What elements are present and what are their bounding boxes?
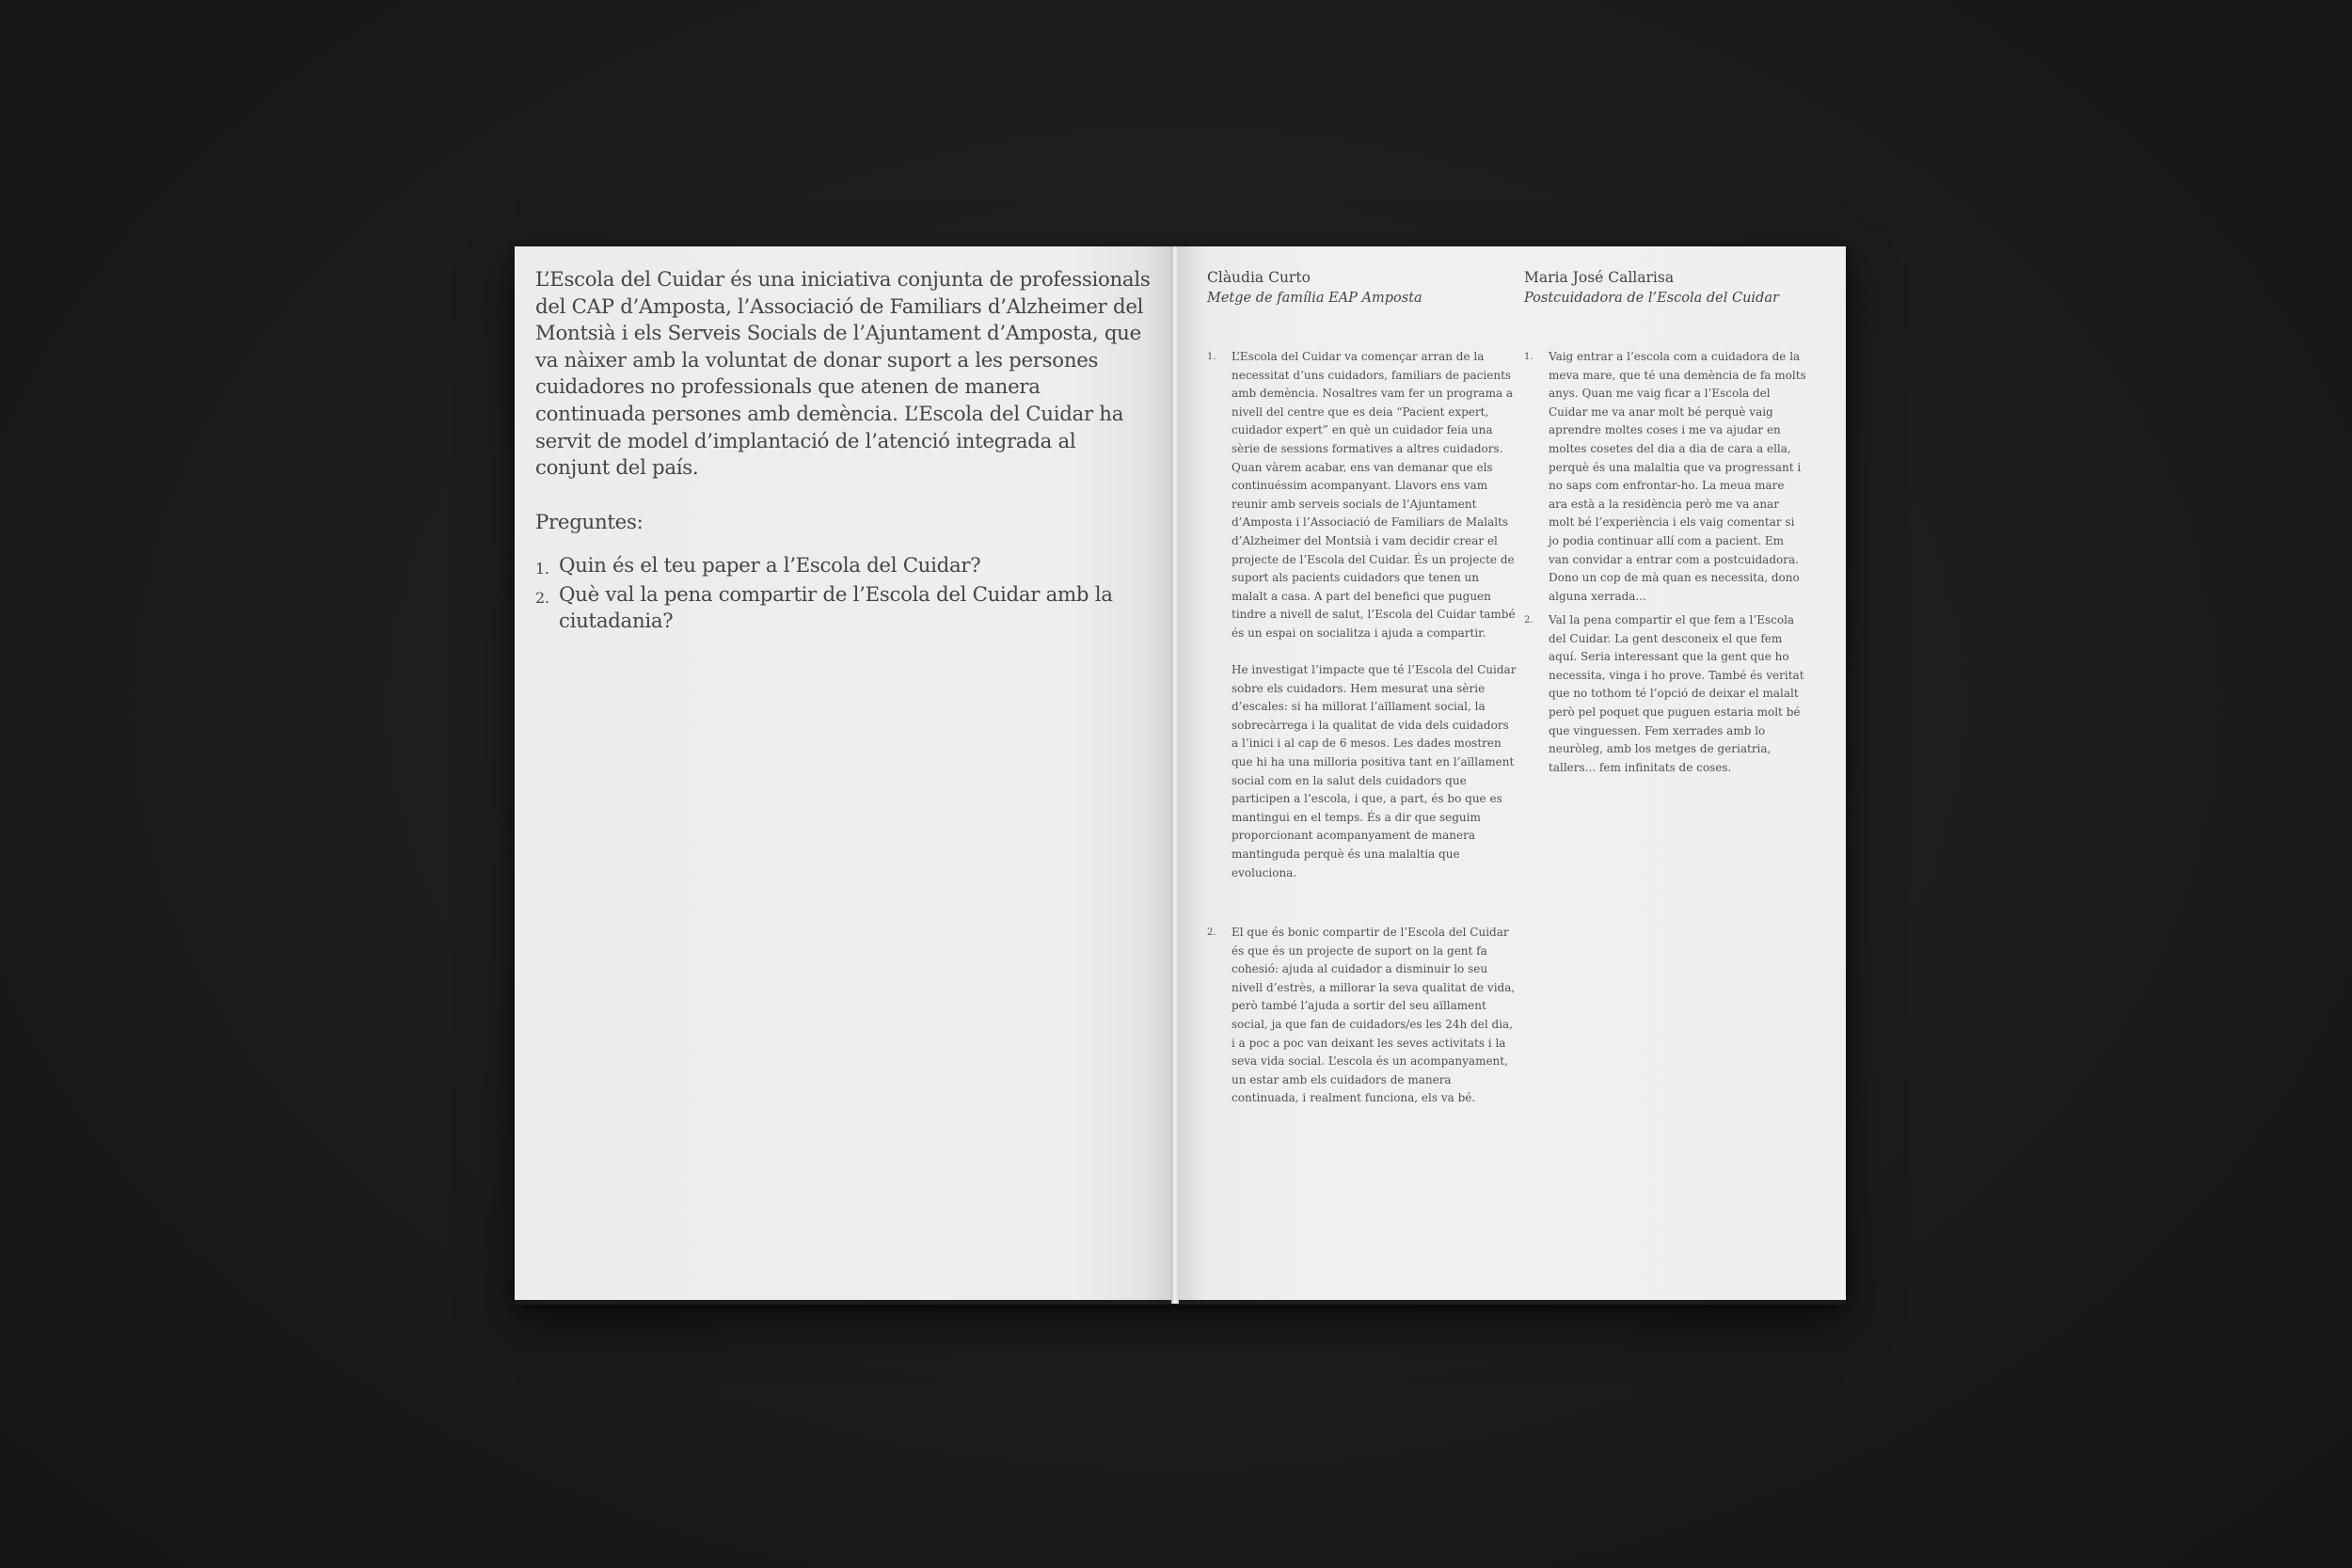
intro-paragraph: L’Escola del Cuidar és una iniciativa conjunta de professionals del CAP d’Amposta, l’Associació de Familiars d’Alzheimer del Montsià i els Serveis Socials de l’Ajuntament d’Amposta, que va nàixer amb la voluntat de donar suport a les persones cuidadores no professionals que atenen de manera continuada persones amb demència. L’Escola del Cuidar ha servit de model d’implantació de l’atenció integrada al conjunt del país. (535, 268, 1151, 481)
answer-number: 2. (1524, 615, 1534, 626)
answer-number: 2. (1207, 927, 1216, 938)
answer-text (1549, 348, 1806, 606)
answer-text (1232, 348, 1518, 882)
question-text: Quin és el teu paper a l’Escola del Cuidar? (559, 553, 981, 578)
answer-2 (1207, 924, 1518, 1108)
answer-text (1232, 924, 1518, 1108)
answer-number: 1. (1207, 352, 1216, 362)
question-item (535, 582, 1154, 635)
left-page (515, 246, 1171, 1300)
answer-paragraph: Val la pena compartir el que fem a l’Escola del Cuidar. La gent desconeix el que fem aquí. Seria interessant que la gent que ho necessita, vinga i ho prove. També és veritat que no tothom té l’opció de deixar el malalt però pel poquet que puguen estaria molt bé que vinguessen. Fem xerrades amb lo neuròleg, amb los metges de geriatria, tallers... fem infinitats de coses. (1549, 613, 1804, 774)
interview-column-claudia (1207, 267, 1518, 1105)
answer-1 (1524, 348, 1806, 606)
question-number: 1. (535, 559, 549, 578)
answer-paragraph: He investigat l’impacte que té l’Escola del Cuidar sobre els cuidadors. Hem mesurat una sèrie d’escales: si ha millorat l’aïllament social, la sobrecàrrega i la qualitat de vida dels cuidadors a l’inici i al cap de 6 mesos. Les dades mostren que hi ha una milloria positiva tant en l’aïllament social com en la salut dels cuidadors que participen a l’escola, i que, a part, és bo que es mantingui en el temps. És a dir que seguim proporcionant acompanyament de manera mantinguda perquè és una malaltia que evoluciona. (1232, 663, 1517, 879)
answer-paragraph: El que és bonic compartir de l’Escola del Cuidar és que és un projecte de suport on la gent fa cohesió: ajuda al cuidador a disminuir lo seu nivell d’estrès, a millorar la seva qualitat de vida, però també l’ajuda a sortir del seu aïllament social, ja que fan de cuidadors/es les 24h del dia, i a poc a poc van deixant les seves activitats i la seva vida social. L’escola és un acompanyament, un estar amb els cuidadors de manera continuada, i realment funciona, els va bé. (1232, 926, 1516, 1105)
interview-column-maria-jose (1524, 267, 1806, 774)
answer-text (1549, 611, 1806, 777)
question-number: 2. (535, 588, 549, 607)
person-role: Metge de família EAP Amposta (1207, 291, 1422, 306)
question-item (535, 553, 1154, 582)
questions-label: Preguntes: (535, 510, 644, 534)
question-text: Què val la pena compartir de l’Escola del Cuidar amb la ciutadania? (559, 582, 1113, 633)
person-role: Postcuidadora de l’Escola del Cuidar (1524, 291, 1779, 306)
questions-list (535, 553, 1154, 635)
person-name: Maria José Callarisa (1524, 269, 1675, 286)
answer-number: 1. (1524, 352, 1534, 362)
person-name: Clàudia Curto (1207, 269, 1311, 286)
answer-paragraph: L’Escola del Cuidar va començar arran de la necessitat d’uns cuidadors, familiars de pacients amb demència. Nosaltres vam fer un programa a nivell del centre que es deia “Pacient expert, cuidador expert” en què un cuidador feia una sèrie de sessions formatives a altres cuidadors. Quan vàrem acabar, ens van demanar que els continuéssim acompanyant. Llavors ens vam reunir amb serveis socials de l’Ajuntament d’Amposta i l’Associació de Familiars de Malalts d’Alzheimer del Montsià i vam decidir crear el projecte de l’Escola del Cuidar. És un projecte de suport als pacients cuidadors que tenen un malalt a casa. A part del benefici que puguen tindre a nivell de salut, l’Escola del Cuidar també és un espai on socialitza i ajuda a compartir. (1232, 350, 1516, 640)
right-page (1179, 246, 1846, 1300)
answer-1 (1207, 348, 1518, 882)
open-booklet (515, 246, 1846, 1305)
answer-paragraph: Vaig entrar a l’escola com a cuidadora de la meva mare, que té una demència de fa molts anys. Quan me vaig ficar a l’Escola del Cuidar me va anar molt bé perquè vaig aprendre moltes coses i me va ajudar en moltes cosetes del dia a dia de cara a ella, perquè és una malaltia que va progressant i no saps com enfrontar-ho. La meua mare ara està a la residència però me va anar molt bé l’experiència i els vaig comentar si jo podia continuar allí com a pacient. Em van convidar a entrar com a postcuidadora. Dono un cop de mà quan es necessita, dono alguna xerrada... (1549, 350, 1806, 603)
booklet-spine (1171, 246, 1179, 1304)
answer-2 (1524, 611, 1806, 777)
